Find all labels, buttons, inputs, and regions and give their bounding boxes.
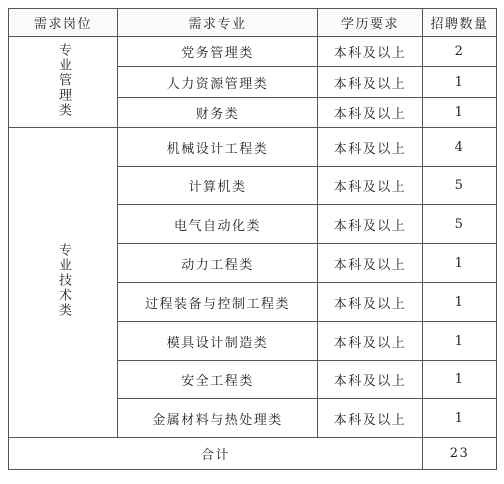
header-row <box>9 9 497 37</box>
education-cell: 本科及以上 <box>318 67 423 98</box>
header-position: 需求岗位 <box>9 9 118 37</box>
education-cell: 本科及以上 <box>318 37 423 67</box>
education-cell: 本科及以上 <box>318 98 423 128</box>
major-cell: 计算机类 <box>118 167 318 205</box>
category-label: 专业管理类 <box>56 42 71 118</box>
major-cell: 金属材料与热处理类 <box>118 399 318 438</box>
table-footer <box>9 438 497 470</box>
count-cell: 1 <box>423 399 497 438</box>
total-label: 合计 <box>9 438 423 470</box>
major-cell: 财务类 <box>118 98 318 128</box>
education-cell: 本科及以上 <box>318 399 423 438</box>
major-cell: 模具设计制造类 <box>118 322 318 361</box>
count-cell: 1 <box>423 283 497 322</box>
count-cell: 1 <box>423 322 497 361</box>
table-body <box>9 37 497 438</box>
education-cell: 本科及以上 <box>318 167 423 205</box>
table-header <box>9 9 497 37</box>
table-row <box>9 128 497 167</box>
major-cell: 人力资源管理类 <box>118 67 318 98</box>
table-row <box>9 37 497 67</box>
count-cell: 5 <box>423 205 497 244</box>
education-cell: 本科及以上 <box>318 128 423 167</box>
major-cell: 党务管理类 <box>118 37 318 67</box>
count-cell: 5 <box>423 167 497 205</box>
major-cell: 过程装备与控制工程类 <box>118 283 318 322</box>
major-cell: 动力工程类 <box>118 244 318 283</box>
education-cell: 本科及以上 <box>318 283 423 322</box>
category-cell <box>9 128 118 438</box>
education-cell: 本科及以上 <box>318 322 423 361</box>
category-label: 专业技术类 <box>56 243 71 318</box>
count-cell: 1 <box>423 361 497 399</box>
education-cell: 本科及以上 <box>318 244 423 283</box>
education-cell: 本科及以上 <box>318 361 423 399</box>
total-value: 23 <box>423 438 497 470</box>
major-cell: 安全工程类 <box>118 361 318 399</box>
count-cell: 1 <box>423 244 497 283</box>
total-row <box>9 438 497 470</box>
education-cell: 本科及以上 <box>318 205 423 244</box>
recruitment-table <box>8 8 497 470</box>
count-cell: 4 <box>423 128 497 167</box>
count-cell: 2 <box>423 37 497 67</box>
category-cell <box>9 37 118 128</box>
count-cell: 1 <box>423 67 497 98</box>
header-major: 需求专业 <box>118 9 318 37</box>
header-count: 招聘数量 <box>423 9 497 37</box>
major-cell: 电气自动化类 <box>118 205 318 244</box>
count-cell: 1 <box>423 98 497 128</box>
major-cell: 机械设计工程类 <box>118 128 318 167</box>
header-education: 学历要求 <box>318 9 423 37</box>
